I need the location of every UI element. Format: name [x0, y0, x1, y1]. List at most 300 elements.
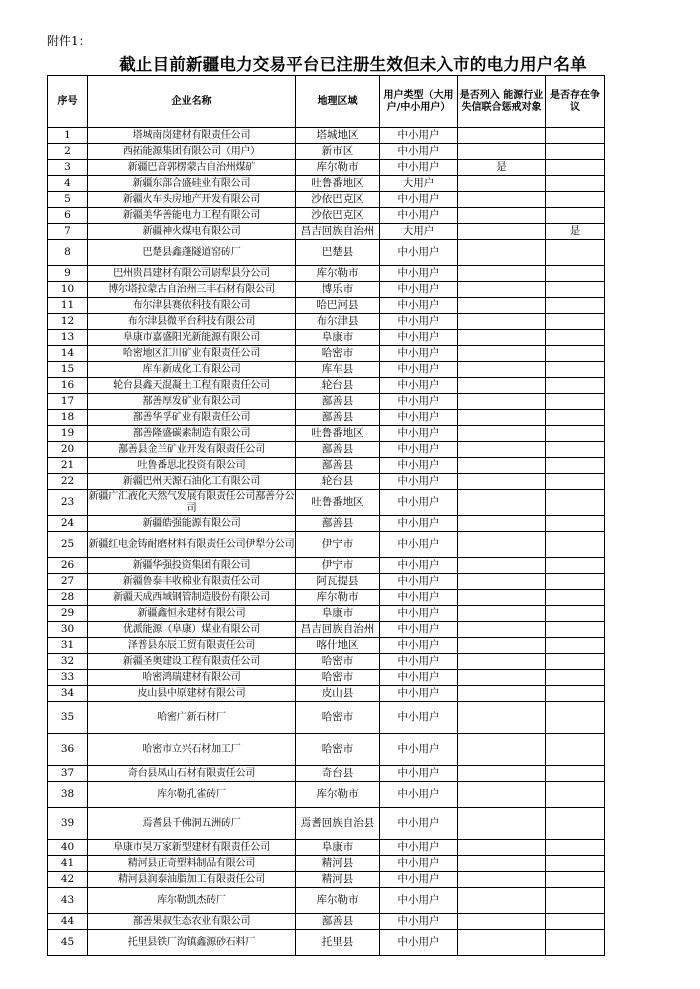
table-row — [48, 192, 605, 208]
company-name: 库尔勒凯杰砖厂 — [88, 888, 296, 914]
row-index: 21 — [48, 458, 88, 474]
table-row — [48, 888, 605, 914]
dispute-flag — [546, 686, 605, 702]
table-row — [48, 606, 605, 622]
table-row — [48, 442, 605, 458]
blacklist-flag — [458, 426, 546, 442]
table-row — [48, 330, 605, 346]
table-row — [48, 394, 605, 410]
row-index: 40 — [48, 840, 88, 856]
row-index: 14 — [48, 346, 88, 362]
user-type: 中小用户 — [380, 128, 458, 144]
row-index: 18 — [48, 410, 88, 426]
company-name: 奇台县凤山石材有限责任公司 — [88, 766, 296, 782]
region: 新市区 — [296, 144, 380, 160]
user-type: 中小用户 — [380, 654, 458, 670]
dispute-flag: 是 — [546, 224, 605, 240]
dispute-flag — [546, 574, 605, 590]
region: 库尔勒市 — [296, 782, 380, 808]
company-name: 新疆巴州天源石油化工有限公司 — [88, 474, 296, 490]
blacklist-flag — [458, 474, 546, 490]
table-row — [48, 224, 605, 240]
dispute-flag — [546, 314, 605, 330]
user-type: 中小用户 — [380, 782, 458, 808]
company-name: 轮台县鑫天混凝土工程有限责任公司 — [88, 378, 296, 394]
user-type: 中小用户 — [380, 394, 458, 410]
dispute-flag — [546, 176, 605, 192]
company-name: 巴州贵昌建材有限公司尉犁县分公司 — [88, 266, 296, 282]
user-type: 中小用户 — [380, 208, 458, 224]
user-type: 大用户 — [380, 224, 458, 240]
row-index: 5 — [48, 192, 88, 208]
company-name: 鄯善华孚矿业有限责任公司 — [88, 410, 296, 426]
region: 伊宁市 — [296, 532, 380, 558]
region: 巴楚县 — [296, 240, 380, 266]
company-name: 焉耆县千佛洞五洲砖厂 — [88, 808, 296, 840]
row-index: 7 — [48, 224, 88, 240]
blacklist-flag — [458, 378, 546, 394]
dispute-flag — [546, 378, 605, 394]
dispute-flag — [546, 558, 605, 574]
row-index: 37 — [48, 766, 88, 782]
dispute-flag — [546, 808, 605, 840]
company-name: 布尔津县赛依科技有限公司 — [88, 298, 296, 314]
company-name: 哈密广新石材厂 — [88, 702, 296, 734]
blacklist-flag — [458, 654, 546, 670]
table-row — [48, 702, 605, 734]
region: 阜康市 — [296, 840, 380, 856]
row-index: 4 — [48, 176, 88, 192]
row-index: 33 — [48, 670, 88, 686]
dispute-flag — [546, 856, 605, 872]
blacklist-flag — [458, 930, 546, 956]
row-index: 34 — [48, 686, 88, 702]
blacklist-flag — [458, 410, 546, 426]
table-row — [48, 670, 605, 686]
region: 皮山县 — [296, 686, 380, 702]
table-row — [48, 490, 605, 516]
table-row — [48, 558, 605, 574]
table-row — [48, 638, 605, 654]
row-index: 25 — [48, 532, 88, 558]
dispute-flag — [546, 442, 605, 458]
row-index: 20 — [48, 442, 88, 458]
company-name: 鄯善厚发矿业有限公司 — [88, 394, 296, 410]
company-name: 新疆鲁泰丰收棉业有限责任公司 — [88, 574, 296, 590]
table-row — [48, 474, 605, 490]
table-row — [48, 930, 605, 956]
blacklist-flag — [458, 840, 546, 856]
header-company-name: 企业名称 — [88, 76, 296, 128]
blacklist-flag — [458, 330, 546, 346]
user-type: 中小用户 — [380, 160, 458, 176]
company-name: 鄯善果叔生态农业有限公司 — [88, 914, 296, 930]
blacklist-flag — [458, 888, 546, 914]
table-row — [48, 160, 605, 176]
region: 昌吉回族自治州 — [296, 622, 380, 638]
blacklist-flag — [458, 282, 546, 298]
company-name: 新疆皓强能源有限公司 — [88, 516, 296, 532]
table-row — [48, 298, 605, 314]
table-row — [48, 208, 605, 224]
row-index: 11 — [48, 298, 88, 314]
table-row — [48, 574, 605, 590]
blacklist-flag — [458, 394, 546, 410]
blacklist-flag — [458, 702, 546, 734]
user-type: 中小用户 — [380, 346, 458, 362]
dispute-flag — [546, 362, 605, 378]
blacklist-flag — [458, 622, 546, 638]
table-row — [48, 872, 605, 888]
dispute-flag — [546, 128, 605, 144]
dispute-flag — [546, 330, 605, 346]
table-row — [48, 362, 605, 378]
blacklist-flag — [458, 574, 546, 590]
blacklist-flag — [458, 872, 546, 888]
user-type: 中小用户 — [380, 474, 458, 490]
dispute-flag — [546, 670, 605, 686]
dispute-flag — [546, 516, 605, 532]
blacklist-flag — [458, 346, 546, 362]
company-name: 新疆火车头房地产开发有限公司 — [88, 192, 296, 208]
dispute-flag — [546, 208, 605, 224]
blacklist-flag — [458, 516, 546, 532]
company-name: 库车新成化工有限公司 — [88, 362, 296, 378]
company-name: 新疆圣奥建设工程有限责任公司 — [88, 654, 296, 670]
blacklist-flag — [458, 128, 546, 144]
region: 鄯善县 — [296, 914, 380, 930]
user-type: 中小用户 — [380, 638, 458, 654]
row-index: 35 — [48, 702, 88, 734]
row-index: 22 — [48, 474, 88, 490]
blacklist-flag — [458, 670, 546, 686]
company-name: 阜康市嘉盛阳光新能源有限公司 — [88, 330, 296, 346]
dispute-flag — [546, 702, 605, 734]
dispute-flag — [546, 346, 605, 362]
region: 博乐市 — [296, 282, 380, 298]
user-type: 中小用户 — [380, 606, 458, 622]
dispute-flag — [546, 914, 605, 930]
dispute-flag — [546, 766, 605, 782]
table-row — [48, 314, 605, 330]
dispute-flag — [546, 298, 605, 314]
region: 哈密市 — [296, 702, 380, 734]
row-index: 39 — [48, 808, 88, 840]
user-type: 中小用户 — [380, 314, 458, 330]
user-type: 中小用户 — [380, 914, 458, 930]
company-name: 新疆神火煤电有限公司 — [88, 224, 296, 240]
table-row — [48, 686, 605, 702]
table-header-row — [48, 76, 605, 128]
company-name: 塔城南岗建材有限责任公司 — [88, 128, 296, 144]
blacklist-flag — [458, 686, 546, 702]
region: 阜康市 — [296, 606, 380, 622]
region: 精河县 — [296, 872, 380, 888]
dispute-flag — [546, 782, 605, 808]
user-type: 中小用户 — [380, 410, 458, 426]
user-type: 中小用户 — [380, 426, 458, 442]
header-dispute: 是否存在争议 — [546, 76, 605, 128]
table-row — [48, 240, 605, 266]
user-type: 中小用户 — [380, 766, 458, 782]
blacklist-flag — [458, 808, 546, 840]
row-index: 10 — [48, 282, 88, 298]
user-type: 中小用户 — [380, 378, 458, 394]
dispute-flag — [546, 282, 605, 298]
dispute-flag — [546, 590, 605, 606]
company-name: 精河县正奇塑料制品有限公司 — [88, 856, 296, 872]
user-type: 中小用户 — [380, 298, 458, 314]
blacklist-flag — [458, 266, 546, 282]
company-name: 新疆美华善能电力工程有限公司 — [88, 208, 296, 224]
region: 库车县 — [296, 362, 380, 378]
dispute-flag — [546, 638, 605, 654]
row-index: 9 — [48, 266, 88, 282]
dispute-flag — [546, 734, 605, 766]
table-row — [48, 128, 605, 144]
region: 吐鲁番地区 — [296, 426, 380, 442]
region: 托里县 — [296, 930, 380, 956]
blacklist-flag — [458, 144, 546, 160]
region: 鄯善县 — [296, 516, 380, 532]
region: 阜康市 — [296, 330, 380, 346]
user-type: 中小用户 — [380, 240, 458, 266]
dispute-flag — [546, 888, 605, 914]
blacklist-flag — [458, 224, 546, 240]
row-index: 27 — [48, 574, 88, 590]
row-index: 3 — [48, 160, 88, 176]
row-index: 43 — [48, 888, 88, 914]
region: 布尔津县 — [296, 314, 380, 330]
region: 轮台县 — [296, 378, 380, 394]
user-type: 中小用户 — [380, 702, 458, 734]
region: 哈密市 — [296, 346, 380, 362]
table-row — [48, 590, 605, 606]
user-type: 中小用户 — [380, 516, 458, 532]
user-type: 中小用户 — [380, 330, 458, 346]
region: 昌吉回族自治州 — [296, 224, 380, 240]
region: 鄯善县 — [296, 442, 380, 458]
table-row — [48, 378, 605, 394]
dispute-flag — [546, 474, 605, 490]
row-index: 17 — [48, 394, 88, 410]
user-type: 中小用户 — [380, 532, 458, 558]
region: 库尔勒市 — [296, 888, 380, 914]
user-type: 中小用户 — [380, 266, 458, 282]
dispute-flag — [546, 654, 605, 670]
region: 鄯善县 — [296, 458, 380, 474]
company-name: 哈密市立兴石材加工厂 — [88, 734, 296, 766]
row-index: 6 — [48, 208, 88, 224]
region: 奇台县 — [296, 766, 380, 782]
row-index: 29 — [48, 606, 88, 622]
company-name: 巴楚县鑫蓬隧道窑砖厂 — [88, 240, 296, 266]
user-type: 中小用户 — [380, 574, 458, 590]
table-row — [48, 734, 605, 766]
user-type: 中小用户 — [380, 442, 458, 458]
header-index: 序号 — [48, 76, 88, 128]
table-row — [48, 654, 605, 670]
header-region: 地理区域 — [296, 76, 380, 128]
row-index: 2 — [48, 144, 88, 160]
region: 焉耆回族自治县 — [296, 808, 380, 840]
dispute-flag — [546, 240, 605, 266]
table-row — [48, 516, 605, 532]
region: 伊宁市 — [296, 558, 380, 574]
dispute-flag — [546, 872, 605, 888]
blacklist-flag — [458, 532, 546, 558]
blacklist-flag — [458, 914, 546, 930]
row-index: 16 — [48, 378, 88, 394]
dispute-flag — [546, 458, 605, 474]
region: 轮台县 — [296, 474, 380, 490]
blacklist-flag — [458, 298, 546, 314]
region: 鄯善县 — [296, 394, 380, 410]
blacklist-flag — [458, 766, 546, 782]
blacklist-flag — [458, 590, 546, 606]
user-type: 中小用户 — [380, 362, 458, 378]
attachment-label: 附件1： — [47, 34, 91, 48]
row-index: 8 — [48, 240, 88, 266]
user-type: 中小用户 — [380, 144, 458, 160]
blacklist-flag — [458, 192, 546, 208]
region: 沙依巴克区 — [296, 192, 380, 208]
user-type: 中小用户 — [380, 856, 458, 872]
region: 沙依巴克区 — [296, 208, 380, 224]
dispute-flag — [546, 160, 605, 176]
company-name: 鄯善县金兰矿业开发有限责任公司 — [88, 442, 296, 458]
dispute-flag — [546, 622, 605, 638]
dispute-flag — [546, 930, 605, 956]
table-row — [48, 266, 605, 282]
user-type: 中小用户 — [380, 872, 458, 888]
user-type: 大用户 — [380, 176, 458, 192]
blacklist-flag — [458, 176, 546, 192]
table-row — [48, 808, 605, 840]
dispute-flag — [546, 606, 605, 622]
blacklist-flag — [458, 606, 546, 622]
company-name: 布尔津县微平台科技有限公司 — [88, 314, 296, 330]
company-name: 哈密地区汇川矿业有限责任公司 — [88, 346, 296, 362]
user-type: 中小用户 — [380, 840, 458, 856]
dispute-flag — [546, 394, 605, 410]
company-name: 新疆巴音郭楞蒙古自治州煤矿 — [88, 160, 296, 176]
region: 塔城地区 — [296, 128, 380, 144]
row-index: 12 — [48, 314, 88, 330]
blacklist-flag — [458, 558, 546, 574]
user-type: 中小用户 — [380, 686, 458, 702]
row-index: 38 — [48, 782, 88, 808]
dispute-flag — [546, 144, 605, 160]
user-type: 中小用户 — [380, 282, 458, 298]
row-index: 1 — [48, 128, 88, 144]
region: 哈密市 — [296, 734, 380, 766]
row-index: 32 — [48, 654, 88, 670]
user-type: 中小用户 — [380, 670, 458, 686]
dispute-flag — [546, 490, 605, 516]
table-row — [48, 426, 605, 442]
region: 吐鲁番地区 — [296, 176, 380, 192]
row-index: 44 — [48, 914, 88, 930]
row-index: 23 — [48, 490, 88, 516]
company-name: 优派能源（阜康）煤业有限公司 — [88, 622, 296, 638]
blacklist-flag: 是 — [458, 160, 546, 176]
user-list-table — [47, 75, 605, 956]
row-index: 36 — [48, 734, 88, 766]
table-row — [48, 782, 605, 808]
dispute-flag — [546, 532, 605, 558]
company-name: 阜康市昊万家新型建材有限责任公司 — [88, 840, 296, 856]
dispute-flag — [546, 840, 605, 856]
table-row — [48, 410, 605, 426]
company-name: 皮山县中原建材有限公司 — [88, 686, 296, 702]
row-index: 15 — [48, 362, 88, 378]
company-name: 新疆广汇液化天然气发展有限责任公司鄯善分公司 — [88, 491, 295, 514]
table-row — [48, 840, 605, 856]
region: 哈密市 — [296, 654, 380, 670]
table-row — [48, 458, 605, 474]
user-type: 中小用户 — [380, 192, 458, 208]
header-blacklist: 是否列入 能源行业失信联合惩戒对象 — [458, 76, 546, 128]
user-type: 中小用户 — [380, 558, 458, 574]
user-type: 中小用户 — [380, 490, 458, 516]
region: 哈密市 — [296, 670, 380, 686]
row-index: 31 — [48, 638, 88, 654]
region: 阿瓦提县 — [296, 574, 380, 590]
table-row — [48, 856, 605, 872]
company-name: 托里县铁厂沟镇鑫源砂石料厂 — [88, 930, 296, 956]
table-row — [48, 622, 605, 638]
document-title: 截止目前新疆电力交易平台已注册生效但未入市的电力用户名单 — [119, 55, 587, 74]
table-row — [48, 176, 605, 192]
region: 库尔勒市 — [296, 266, 380, 282]
blacklist-flag — [458, 856, 546, 872]
table-row — [48, 346, 605, 362]
company-name: 泽普县东辰工贸有限责任公司 — [88, 638, 296, 654]
row-index: 45 — [48, 930, 88, 956]
blacklist-flag — [458, 442, 546, 458]
region: 库尔勒市 — [296, 590, 380, 606]
company-name: 鄯善隆盛碳素制造有限公司 — [88, 426, 296, 442]
user-type: 中小用户 — [380, 734, 458, 766]
row-index: 13 — [48, 330, 88, 346]
company-name: 吐鲁番思北投资有限公司 — [88, 458, 296, 474]
user-type: 中小用户 — [380, 458, 458, 474]
company-name: 新疆华强投资集团有限公司 — [88, 558, 296, 574]
company-name: 新疆红电金铸耐磨材料有限责任公司伊犁分公司 — [88, 532, 296, 558]
dispute-flag — [546, 410, 605, 426]
blacklist-flag — [458, 458, 546, 474]
row-index: 41 — [48, 856, 88, 872]
user-type: 中小用户 — [380, 808, 458, 840]
region: 精河县 — [296, 856, 380, 872]
row-index: 30 — [48, 622, 88, 638]
row-index: 24 — [48, 516, 88, 532]
table-row — [48, 766, 605, 782]
user-type: 中小用户 — [380, 622, 458, 638]
blacklist-flag — [458, 314, 546, 330]
row-index: 42 — [48, 872, 88, 888]
blacklist-flag — [458, 208, 546, 224]
row-index: 26 — [48, 558, 88, 574]
user-type: 中小用户 — [380, 888, 458, 914]
company-name: 库尔勒孔雀砖厂 — [88, 782, 296, 808]
header-user-type: 用户类型（大用户/中小用户） — [380, 76, 458, 128]
blacklist-flag — [458, 240, 546, 266]
dispute-flag — [546, 192, 605, 208]
dispute-flag — [546, 426, 605, 442]
company-name: 西拓能源集团有限公司（用户） — [88, 144, 296, 160]
